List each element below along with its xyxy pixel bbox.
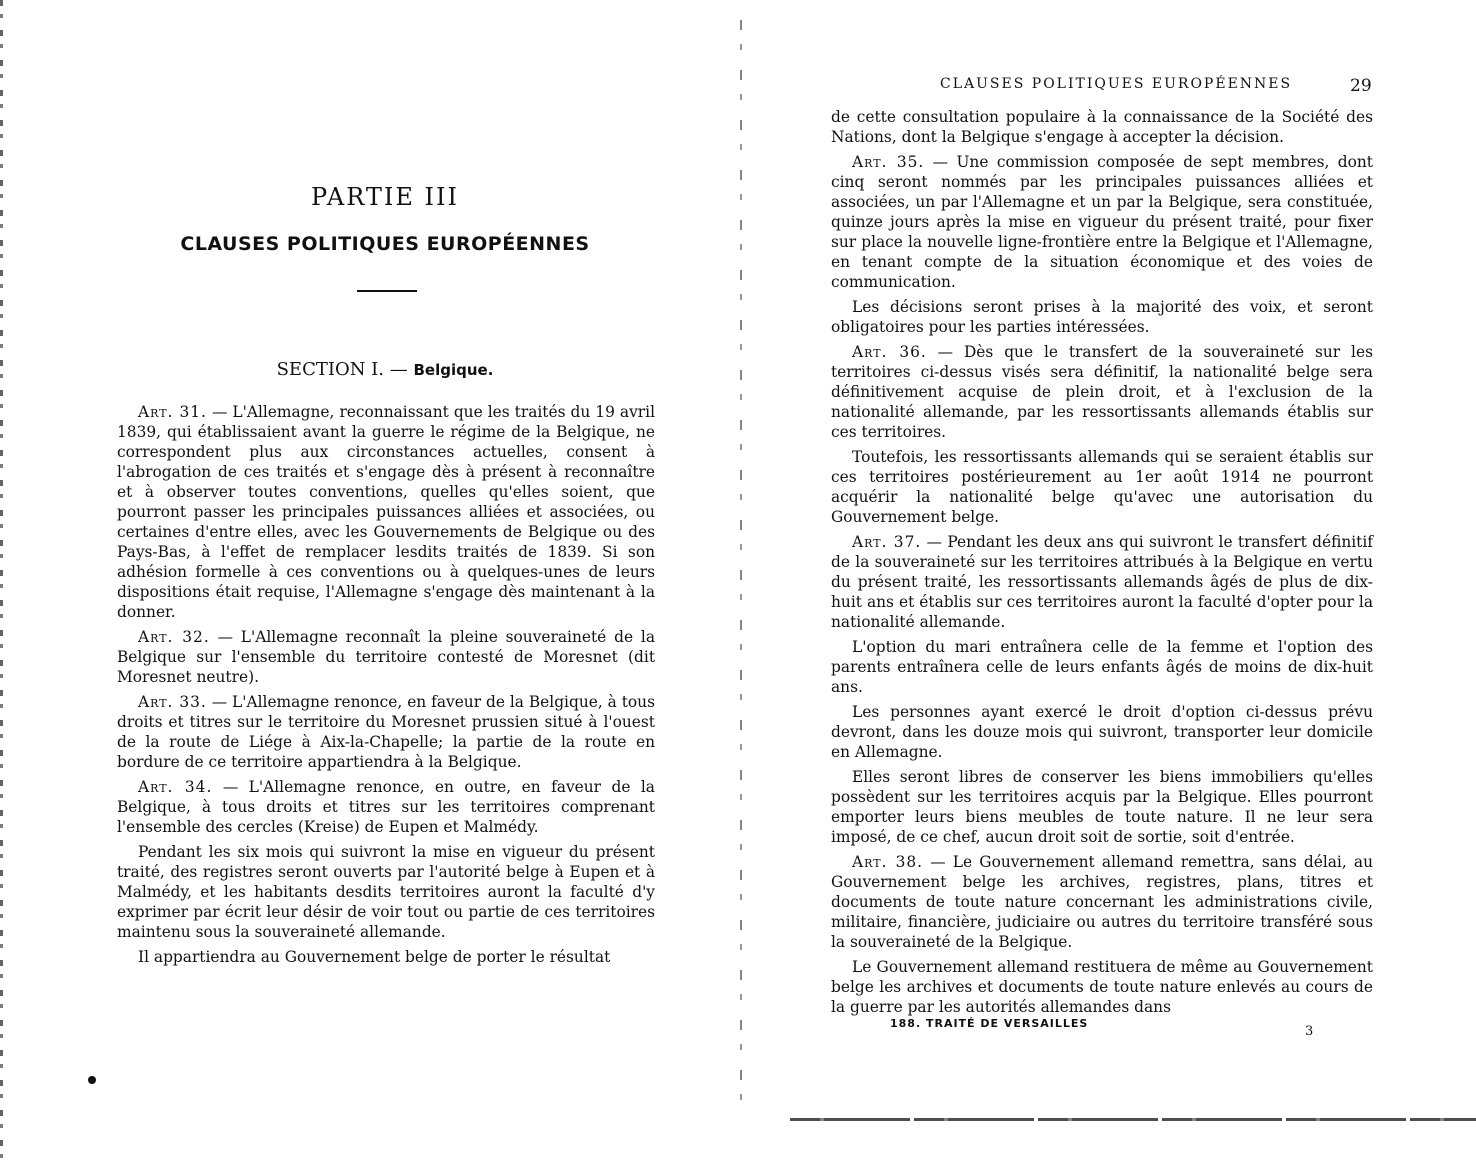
article-text: de cette consultation populaire à la connaissance de la Société des Nations, dont la Belgique s'engage à accepter la décision. — [831, 108, 1373, 146]
article-number: Art. 36. — [852, 343, 927, 361]
article-text: Toutefois, les ressortissants allemands qui se seraient établis sur ces territoires postérieurement au 1er août 1914 ne pourront acquérir la nationalité belge qu'avec une autorisation du Gouvernement belge. — [831, 448, 1373, 526]
part-title: CLAUSES POLITIQUES EUROPÉENNES — [180, 233, 590, 255]
article-paragraph — [117, 402, 655, 622]
article-text: — L'Allemagne reconnaît la pleine souveraineté de la Belgique sur l'ensemble du territoire contesté de Moresnet (dit Moresnet neutre). — [117, 628, 655, 686]
right-page — [740, 0, 1476, 1162]
article-paragraph — [831, 152, 1373, 292]
section-name: Belgique. — [413, 361, 494, 379]
article-text: L'option du mari entraînera celle de la femme et l'option des parents entraînera celle de leurs enfants âgés de moins de dix-huit ans. — [831, 638, 1373, 696]
article-text: Elles seront libres de conserver les biens immobiliers qu'elles possèdent sur les territoires acquis par la Belgique. Elles pourront emporter leurs biens meubles de toute nature. Il ne leur sera imposé, de ce chef, aucun droit soit de sortie, soit d'entrée. — [831, 768, 1373, 846]
title-divider — [357, 290, 417, 292]
partie-heading: PARTIE III — [310, 183, 459, 211]
article-number: Art. 31. — [138, 403, 207, 421]
article-text: — L'Allemagne, reconnaissant que les traités du 19 avril 1839, qui établissaient avant la guerre le régime de la Belgique, ne correspondent plus aux circonstances actuelles, consent à l'abrogation de ces traités et s'engage dès à présent à reconnaître et à observer toutes conventions, quelles qu'elles soient, que pourront passer les principales puissances alliées et associées, ou certaines d'entre elles, avec les Gouvernements de Belgique ou des Pays-Bas, à l'effet de remplacer lesdits traités de 1839. Si son adhésion formelle à ces conventions ou à quelques-unes de leurs dispositions était requise, l'Allemagne s'engage dès maintenant à la donner. — [117, 403, 655, 621]
article-text: — Le Gouvernement allemand remettra, sans délai, au Gouvernement belge les archives, registres, plans, titres et documents de toute nature concernant les administrations civile, militaire, financière, judiciaire ou autres du territoire transféré sous la souveraineté de la Belgique. — [831, 853, 1373, 951]
article-paragraph — [831, 297, 1373, 337]
running-head: CLAUSES POLITIQUES EUROPÉENNES — [940, 76, 1293, 92]
article-paragraph — [831, 447, 1373, 527]
article-paragraph — [117, 947, 655, 967]
article-text: — Dès que le transfert de la souveraineté sur les territoires ci-dessus visés sera définitif, la nationalité belge sera définitivement acquise de plein droit, et à l'exclusion de la nationalité allemande, par les ressortissants allemands établis sur ces territoires. — [831, 343, 1373, 441]
article-number: Art. 35. — [852, 153, 925, 171]
article-paragraph — [117, 777, 655, 837]
article-text: Les personnes ayant exercé le droit d'option ci-dessus prévu devront, dans les douze mois qui suivront, transporter leur domicile en Allemagne. — [831, 703, 1373, 761]
article-paragraph — [831, 957, 1373, 1017]
article-paragraph — [117, 842, 655, 942]
article-text: — L'Allemagne renonce, en faveur de la Belgique, à tous droits et titres sur le territoire du Moresnet prussien situé à l'ouest de la route de Liége à Aix-la-Chapelle; la partie de la route en bordure de ce territoire appartiendra à la Belgique. — [117, 693, 655, 771]
article-text: — Pendant les deux ans qui suivront le transfert définitif de la souveraineté sur les territoires attribués à la Belgique en vertu du présent traité, les ressortissants allemands âgés de plus de dix-huit ans et établis sur ces territoires auront la faculté d'opter pour la nationalité allemande. — [831, 533, 1373, 631]
article-text: Les décisions seront prises à la majorité des voix, et seront obligatoires pour les parties intéressées. — [831, 298, 1373, 336]
article-paragraph — [831, 532, 1373, 632]
article-text: — L'Allemagne renonce, en outre, en faveur de la Belgique, à tous droits et titres sur les territoires comprenant l'ensemble des cercles (Kreise) de Eupen et Malmédy. — [117, 778, 655, 836]
article-paragraph — [831, 702, 1373, 762]
article-paragraph — [117, 692, 655, 772]
article-paragraph — [831, 107, 1373, 147]
section-heading — [120, 359, 650, 380]
section-prefix: SECTION I. — — [276, 359, 408, 380]
footer-signature: 188. TRAITÉ DE VERSAILLES — [890, 1017, 1089, 1030]
article-number: Art. 33. — [138, 693, 207, 711]
article-paragraph — [117, 627, 655, 687]
footer-signature-number: 3 — [1305, 1024, 1314, 1039]
article-number: Art. 32. — [138, 628, 210, 646]
article-text: — Une commission composée de sept membres, dont cinq seront nommés par les principales puissances alliées et associées, un par l'Allemagne et un par la Belgique, sera constituée, quinze jours après la mise en vigueur du présent traité, pour fixer sur place la nouvelle ligne-frontière entre la Belgique et l'Allemagne, en tenant compte de la situation économique et des voies de communication. — [831, 153, 1373, 291]
article-number: Art. 37. — [852, 533, 922, 551]
article-number: Art. 38. — [852, 853, 924, 871]
page-number: 29 — [1350, 76, 1372, 96]
left-body-text — [117, 402, 655, 972]
article-paragraph — [831, 637, 1373, 697]
article-text: Le Gouvernement allemand restituera de même au Gouvernement belge les archives et documents de toute nature enlevés au cours de la guerre par les autorités allemandes dans — [831, 958, 1373, 1016]
article-text: Il appartiendra au Gouvernement belge de porter le résultat — [138, 948, 611, 966]
article-paragraph — [831, 342, 1373, 442]
article-text: Pendant les six mois qui suivront la mise en vigueur du présent traité, des registres seront ouverts par l'autorité belge à Eupen et à Malmédy, et les habitants desdits territoires auront la faculté d'y exprimer par écrit leur désir de voir tout ou partie de ces territoires maintenu sous la souveraineté allemande. — [117, 843, 655, 941]
article-paragraph — [831, 852, 1373, 952]
right-body-text — [831, 107, 1373, 1022]
article-number: Art. 34. — [138, 778, 213, 796]
article-paragraph — [831, 767, 1373, 847]
